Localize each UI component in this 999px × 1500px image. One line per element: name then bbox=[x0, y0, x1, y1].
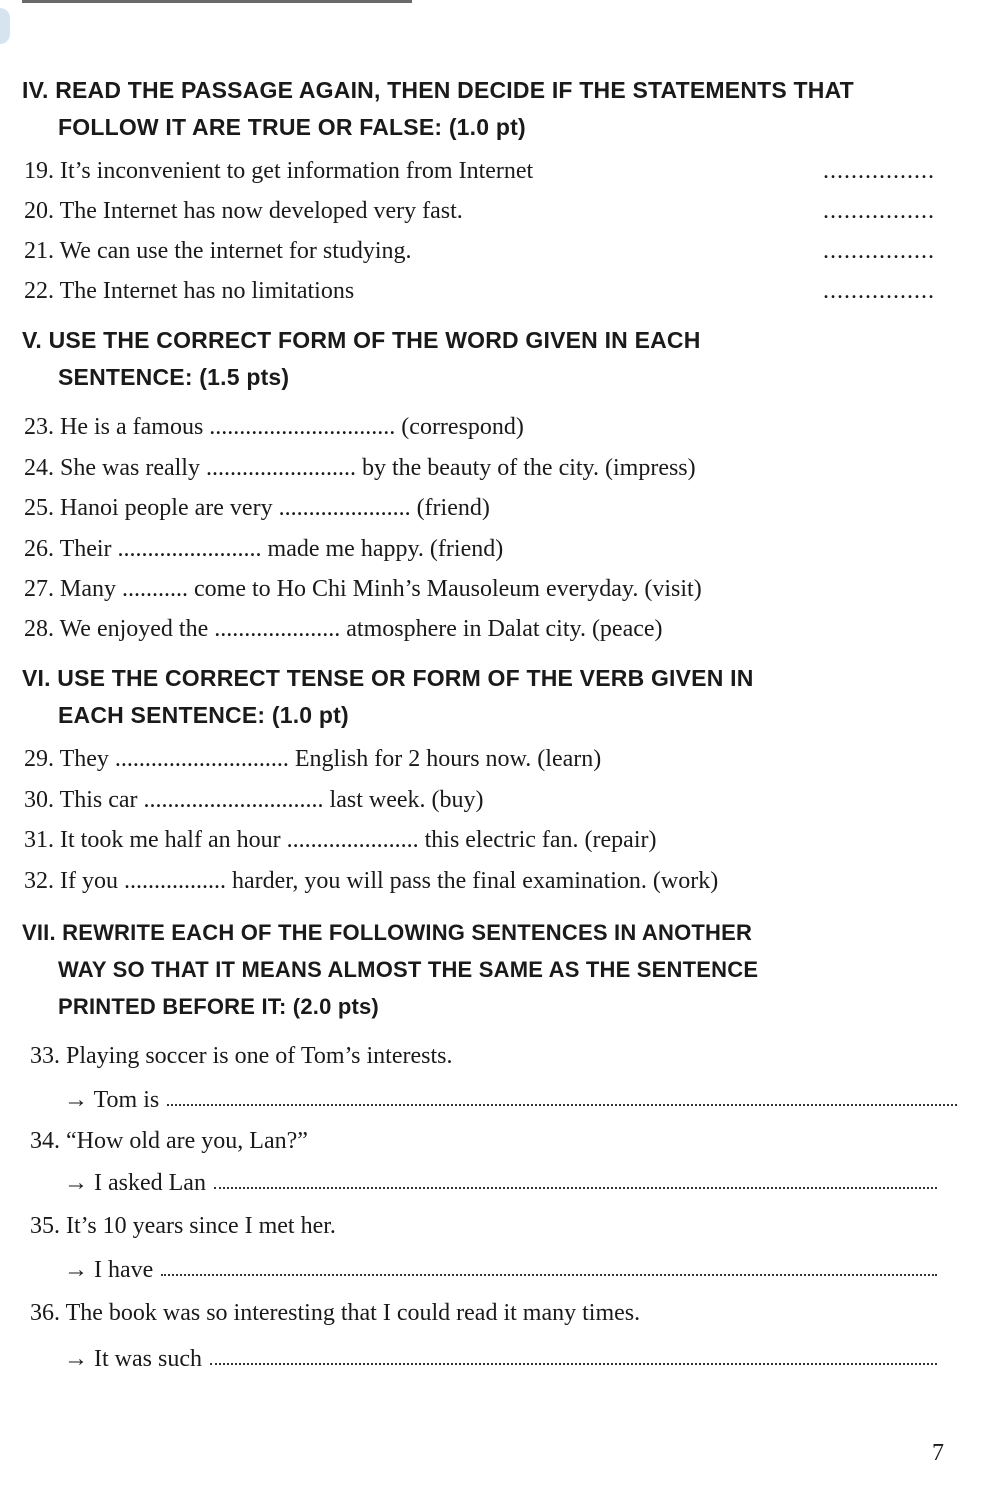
question-31 bbox=[24, 822, 935, 858]
question-28 bbox=[24, 611, 935, 647]
rewrite-lead: → I have bbox=[64, 1257, 154, 1283]
question-text: 28. We enjoyed the ..................... atmosphere in Dalat city. (peace) bbox=[24, 616, 663, 642]
section-4-heading-line1: IV. READ THE PASSAGE AGAIN, THEN DECIDE IF THE STATEMENTS THAT bbox=[22, 77, 854, 103]
question-35 bbox=[30, 1208, 935, 1244]
question-text: 23. He is a famous ............................... (correspond) bbox=[24, 414, 524, 440]
answer-line[interactable] bbox=[214, 1165, 937, 1189]
question-text: 30. This car .............................. last week. (buy) bbox=[24, 787, 484, 813]
question-text: 34. “How old are you, Lan?” bbox=[30, 1128, 308, 1154]
page-number: 7 bbox=[932, 1440, 944, 1466]
question-text: 32. If you ................. harder, you will pass the final examination. (work) bbox=[24, 868, 719, 894]
question-22 bbox=[24, 273, 935, 309]
question-text: 25. Hanoi people are very ...................... (friend) bbox=[24, 495, 490, 521]
question-30 bbox=[24, 782, 935, 818]
question-text: 26. Their ........................ made me happy. (friend) bbox=[24, 536, 504, 562]
corner-mark bbox=[0, 8, 10, 44]
rewrite-line-33 bbox=[64, 1082, 937, 1118]
question-text: 20. The Internet has now developed very fast. bbox=[24, 198, 463, 224]
section-7-heading-line3: PRINTED BEFORE IT: (2.0 pts) bbox=[58, 994, 379, 1019]
question-text: 29. They ............................. English for 2 hours now. (learn) bbox=[24, 746, 602, 772]
rewrite-line-35 bbox=[64, 1252, 937, 1288]
question-25 bbox=[24, 490, 935, 526]
section-5-heading-line1: V. USE THE CORRECT FORM OF THE WORD GIVEN IN EACH bbox=[22, 327, 701, 353]
rewrite-line-34 bbox=[64, 1165, 937, 1201]
answer-line[interactable] bbox=[210, 1341, 937, 1365]
section-6-heading-line1: VI. USE THE CORRECT TENSE OR FORM OF THE VERB GIVEN IN bbox=[22, 665, 754, 691]
question-24 bbox=[24, 450, 935, 486]
question-34 bbox=[30, 1123, 935, 1159]
section-5-heading-line2: SENTENCE: (1.5 pts) bbox=[58, 364, 290, 390]
rewrite-line-36 bbox=[64, 1341, 937, 1377]
question-text: 22. The Internet has no limitations bbox=[24, 278, 355, 304]
question-27 bbox=[24, 571, 935, 607]
section-6-heading bbox=[22, 660, 947, 734]
top-rule bbox=[22, 0, 412, 3]
answer-blank[interactable]: ................ bbox=[823, 158, 935, 184]
question-20 bbox=[24, 193, 935, 229]
rewrite-lead: → I asked Lan bbox=[64, 1170, 206, 1196]
rewrite-lead: → Tom is bbox=[64, 1087, 160, 1113]
question-text: 33. Playing soccer is one of Tom’s interests. bbox=[30, 1043, 453, 1069]
question-19 bbox=[24, 153, 935, 189]
section-4-heading-line2: FOLLOW IT ARE TRUE OR FALSE: (1.0 pt) bbox=[58, 114, 526, 140]
section-7-heading-line2: WAY SO THAT IT MEANS ALMOST THE SAME AS THE SENTENCE bbox=[58, 957, 759, 982]
question-text: 35. It’s 10 years since I met her. bbox=[30, 1213, 336, 1239]
question-text: 36. The book was so interesting that I could read it many times. bbox=[30, 1300, 641, 1326]
section-5-heading bbox=[22, 322, 947, 396]
question-text: 19. It’s inconvenient to get information from Internet bbox=[24, 158, 534, 184]
rewrite-lead: → It was such bbox=[64, 1346, 202, 1372]
answer-line[interactable] bbox=[167, 1082, 957, 1106]
answer-blank[interactable]: ................ bbox=[823, 238, 935, 264]
question-text: 24. She was really ......................... by the beauty of the city. (impress) bbox=[24, 455, 696, 481]
section-7-heading bbox=[22, 914, 947, 1025]
section-6-heading-line2: EACH SENTENCE: (1.0 pt) bbox=[58, 702, 349, 728]
question-23 bbox=[24, 409, 935, 445]
question-text: 21. We can use the internet for studying. bbox=[24, 238, 412, 264]
question-29 bbox=[24, 741, 935, 777]
question-text: 27. Many ........... come to Ho Chi Minh’s Mausoleum everyday. (visit) bbox=[24, 576, 702, 602]
question-36 bbox=[30, 1295, 935, 1331]
question-text: 31. It took me half an hour ...................... this electric fan. (repair) bbox=[24, 827, 657, 853]
section-7-heading-line1: VII. REWRITE EACH OF THE FOLLOWING SENTENCES IN ANOTHER bbox=[22, 920, 753, 945]
question-32 bbox=[24, 863, 935, 899]
question-26 bbox=[24, 531, 935, 567]
answer-blank[interactable]: ................ bbox=[823, 278, 935, 304]
question-33 bbox=[30, 1038, 935, 1074]
answer-line[interactable] bbox=[161, 1252, 937, 1276]
section-4-heading bbox=[22, 72, 947, 146]
answer-blank[interactable]: ................ bbox=[823, 198, 935, 224]
question-21 bbox=[24, 233, 935, 269]
